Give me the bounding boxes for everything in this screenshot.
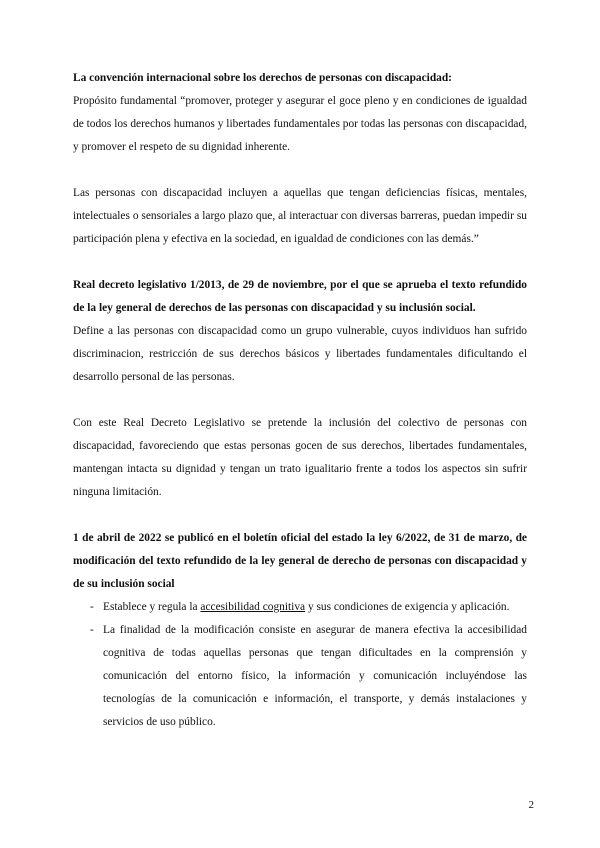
paragraph: Define a las personas con discapacidad como un grupo vulnerable, cuyos individuos han sufrido discriminacion, restricción de sus derechos básicos y libertades fundamentales dificultando el desarrollo personal de las personas. xyxy=(73,325,527,383)
bullet-list xyxy=(73,596,527,734)
paragraph: Propósito fundamental “promover, proteger y asegurar el goce pleno y en condiciones de igualdad de todos los derechos humanos y libertades fundamentales por todas las personas con discapacidad, y promover el respeto de su dignidad inherente. xyxy=(73,95,527,153)
list-item xyxy=(73,596,527,619)
page-content xyxy=(73,67,527,734)
list-item xyxy=(73,619,527,734)
list-item-text: Establece y regula la xyxy=(103,601,201,613)
section-heading: 1 de abril de 2022 se publicó en el boletín oficial del estado la ley 6/2022, de 31 de marzo, de modificación del texto refundido de la ley general de derecho de personas con discapacidad y de su inclusión social xyxy=(73,532,527,590)
dash-marker: - xyxy=(90,624,94,636)
section-heading: Real decreto legislativo 1/2013, de 29 de noviembre, por el que se aprueba el texto refundido de la ley general de derechos de las personas con discapacidad y su inclusión social. xyxy=(73,279,527,314)
section-heading: La convención internacional sobre los derechos de personas con discapacidad: xyxy=(73,72,452,84)
page-number: 2 xyxy=(528,799,534,811)
dash-marker: - xyxy=(90,601,94,613)
underlined-term: accesibilidad cognitiva xyxy=(200,601,306,613)
list-item-text: La finalidad de la modificación consiste en asegurar de manera efectiva la accesibilidad cognitiva de todas aquellas personas que tengan dificultades en la comprensión y comunicación del entorno físico, la información y comunicación incluyéndose las tecnologías de la comunicación e información, el transporte, y demás instalaciones y servicios de uso público. xyxy=(103,624,527,728)
list-item-text: y sus condiciones de exigencia y aplicación. xyxy=(305,601,510,613)
paragraph: Con este Real Decreto Legislativo se pretende la inclusión del colectivo de personas con discapacidad, favoreciendo que estas personas gocen de sus derechos, libertades fundamentales, mantengan intacta su dignidad y tengan un trato igualitario frente a todos los aspectos sin sufrir ninguna limitación. xyxy=(73,417,527,498)
paragraph: Las personas con discapacidad incluyen a aquellas que tengan deficiencias físicas, mentales, intelectuales o sensoriales a largo plazo que, al interactuar con diversas barreras, puedan impedir su participación plena y efectiva en la sociedad, en igualdad de condiciones con las demás.” xyxy=(73,187,527,245)
